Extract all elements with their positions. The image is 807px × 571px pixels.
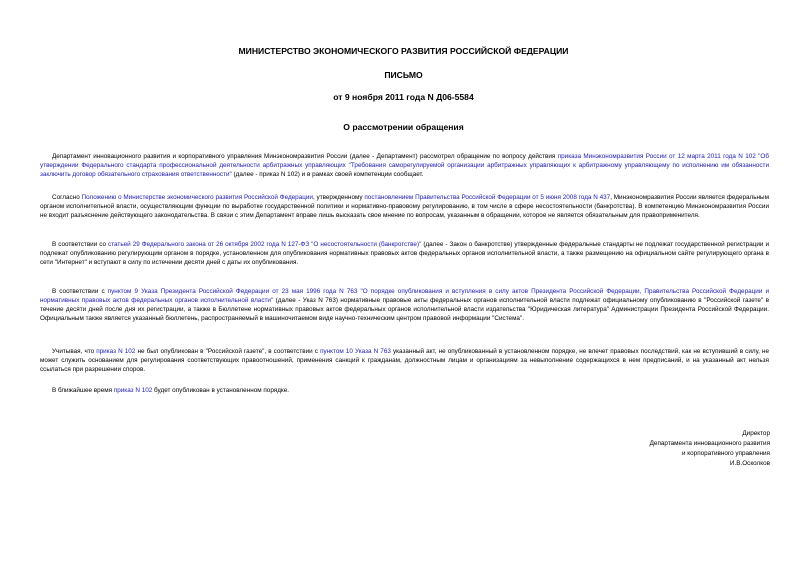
link-ministry-regulation[interactable]: Положению о Министерстве экономического развития Российской Федерации xyxy=(81,194,313,201)
document-type: ПИСЬМО xyxy=(384,70,423,80)
link-order-102[interactable]: приказа Минэкономразвития России от 12 марта 2011 года N 102 "Об утверждении Федерального стандарта профессиональной деятельности арбитражных управляющих "Требования саморегулируемой организации арбитражных управляющих к арбитражному управляющему по исполнению им обязанности заключить договор обязательного страхования ответственности" xyxy=(40,153,769,179)
text-run: (далее - Указ N 763) нормативные правовые акты федеральных органов исполнительной власти подлежат официальному опубликованию в "Российской газете" в течение десяти дней после дня их регистрации, а также в Бюллетене нормативных правовых актов федеральных органов исполнительной власти издательства "Юридическая литература" Администрации Президента Российской Федерации. Официальным также является указанный бюллетень, распространяемый в машиночитаемом виде научно-техническим центром правовой информации "Система". xyxy=(40,297,769,323)
paragraph-2 xyxy=(40,193,769,220)
text-run: Учитывая, что xyxy=(52,348,97,355)
text-run: Департамент инновационного развития и корпоративного управления Минэкономразвития России (далее - Департамент) рассмотрел обращение по вопросу действия xyxy=(52,153,558,160)
paragraph-5 xyxy=(40,347,769,374)
link-decree-763-item-9[interactable]: пунктом 9 Указа Президента Российской Федерации от 23 мая 1996 года N 763 "О порядке опубликования и вступления в силу актов Президента Российской Федерации, Правительства Российской Федерации и нормативных правовых актов федеральных органов исполнительной власти" xyxy=(40,288,769,305)
link-decree-763-item-10[interactable]: пунктом 10 Указа N 763 xyxy=(320,348,391,355)
text-run: В соответствии со xyxy=(52,241,109,248)
text-run: (далее - приказ N 102) и в рамках своей компетенции сообщает. xyxy=(231,171,424,179)
document-subject: О рассмотрении обращения xyxy=(343,122,464,132)
signature-title: Директор xyxy=(742,430,770,437)
text-run: указанный акт, не опубликованный в установленном порядке, не влечет правовых последствий, как не вступивший в силу, не может служить основанием для регулирования соответствующих правоотношений, применения санкций к гражданам, должностным лицам и организациям за невыполнение содержащихся в нем предписаний, и на указанный акт нельзя ссылаться при разрешении споров. xyxy=(40,348,769,374)
paragraph-1 xyxy=(40,152,769,179)
ministry-heading: МИНИСТЕРСТВО ЭКОНОМИЧЕСКОГО РАЗВИТИЯ РОССИЙСКОЙ ФЕДЕРАЦИИ xyxy=(238,46,569,56)
paragraph-6 xyxy=(40,386,769,395)
document-date-number: от 9 ноября 2011 года N Д06-5584 xyxy=(333,92,474,102)
signature-department-line-2: и корпоративного управления xyxy=(681,450,770,457)
link-government-decree-437[interactable]: постановлением Правительства Российской Федерации от 5 июня 2008 года N 437 xyxy=(364,194,611,201)
text-run: В соответствии с xyxy=(52,288,108,295)
text-run: (далее - Закон о банкротстве) утвержденные федеральные стандарты не подлежат государственной регистрации и подлежат опубликованию регулирующим органом в порядке, установленном для опубликования нормативных правовых актов федеральных органов исполнительной власти, а также размещению на официальном сайте регулирующего органа в сети "Интернет" и вступают в силу по истечении десяти дней с даты их опубликования. xyxy=(40,241,769,267)
text-run: не был опубликован в "Российской газете", в соответствии с xyxy=(135,348,321,355)
paragraph-4 xyxy=(40,287,769,323)
signature-name: И.В.Осколков xyxy=(729,460,770,467)
paragraph-3 xyxy=(40,240,769,267)
text-run: , Минэкономразвития России является федеральным органом исполнительной власти, осуществляющим функции по выработке государственной политики и нормативно-правовому регулированию, в том числе в сфере несостоятельности (банкротства). В компетенцию Минэкономразвития России не входит разъяснение действующего законодательства. В связи с этим Департамент вправе лишь высказать свое мнение по вопросам, указанным в обращении, которое не является обязательным для правоприменителя. xyxy=(40,194,769,220)
text-run: В ближайшее время xyxy=(52,387,114,394)
text-run: , утвержденному xyxy=(312,194,365,201)
link-bankruptcy-law-article-29[interactable]: статьей 29 Федерального закона от 26 октября 2002 года N 127-ФЗ "О несостоятельности (банкротстве)" xyxy=(108,241,422,248)
signature-department-line-1: Департамента инновационного развития xyxy=(649,440,770,447)
signature-block xyxy=(650,429,770,469)
link-order-102[interactable]: приказ N 102 xyxy=(96,348,136,355)
text-run: будет опубликован в установленном порядке. xyxy=(152,387,290,394)
text-run: Согласно xyxy=(52,194,82,201)
link-order-102[interactable]: приказ N 102 xyxy=(113,387,153,394)
